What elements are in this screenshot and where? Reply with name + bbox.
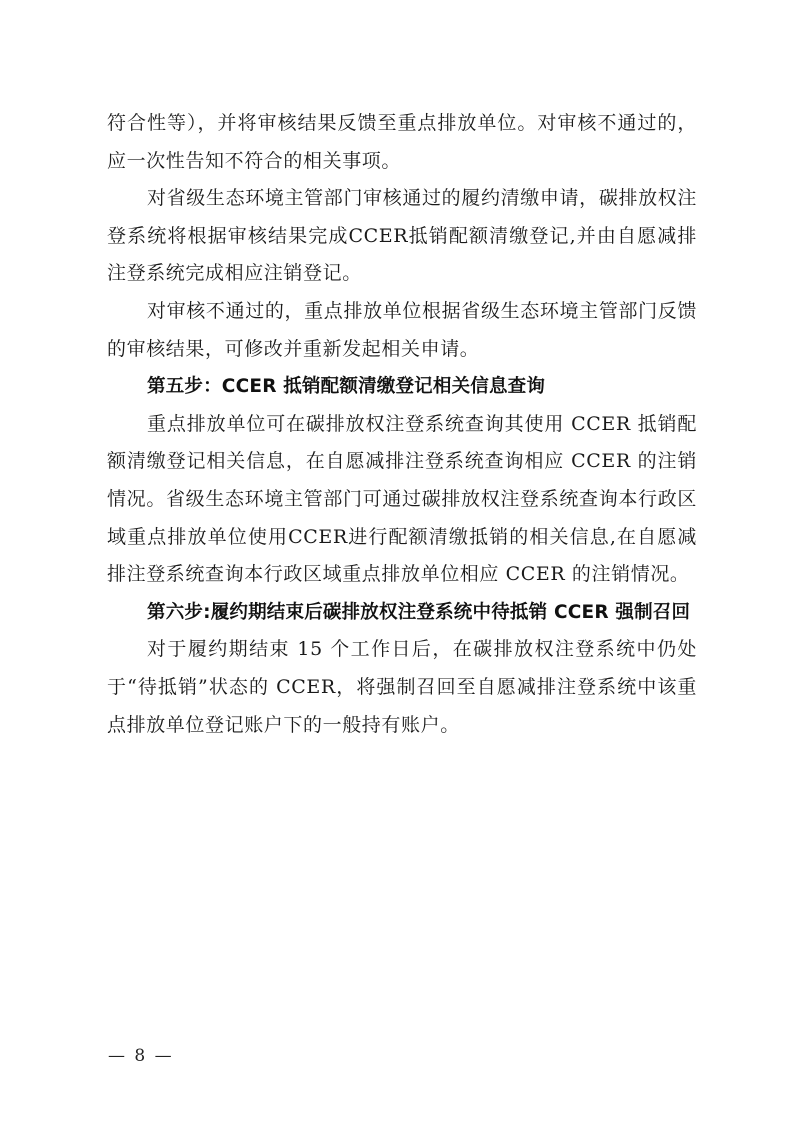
- page-number: — 8 —: [108, 1046, 174, 1066]
- paragraph-approved-application: 对省级生态环境主管部门审核通过的履约清缴申请，碳排放权注登系统将根据审核结果完成CCER抵销配额清缴登记,并由自愿减排注登系统完成相应注销登记。: [107, 187, 697, 285]
- heading-step-six: 第六步:履约期结束后碳排放权注登系统中待抵销 CCER 强制召回: [147, 601, 691, 623]
- heading-step-five: 第五步：CCER 抵销配额清缴登记相关信息查询: [147, 376, 546, 398]
- paragraph-information-query: 重点排放单位可在碳排放权注登系统查询其使用 CCER 抵销配额清缴登记相关信息，在自愿减排注登系统查询相应 CCER 的注销情况。省级生态环境主管部门可通过碳排放权注登系统查询本行政区域重点排放单位使用CCER进行配额清缴抵销的相关信息,在自愿减排注登系统查询本行政区域重点排放单位相应 CCER 的注销情况。: [107, 412, 697, 586]
- paragraph-review-feedback: 符合性等），并将审核结果反馈至重点排放单位。对审核不通过的，应一次性告知不符合的相关事项。: [107, 112, 697, 172]
- paragraph-forced-recall: 对于履约期结束 15 个工作日后，在碳排放权注登系统中仍处于“待抵销”状态的 CCER，将强制召回至自愿减排注登系统中该重点排放单位登记账户下的一般持有账户。: [107, 638, 697, 736]
- document-body: [107, 105, 697, 744]
- paragraph-rejected-application: 对审核不通过的，重点排放单位根据省级生态环境主管部门反馈的审核结果，可修改并重新发起相关申请。: [107, 299, 697, 360]
